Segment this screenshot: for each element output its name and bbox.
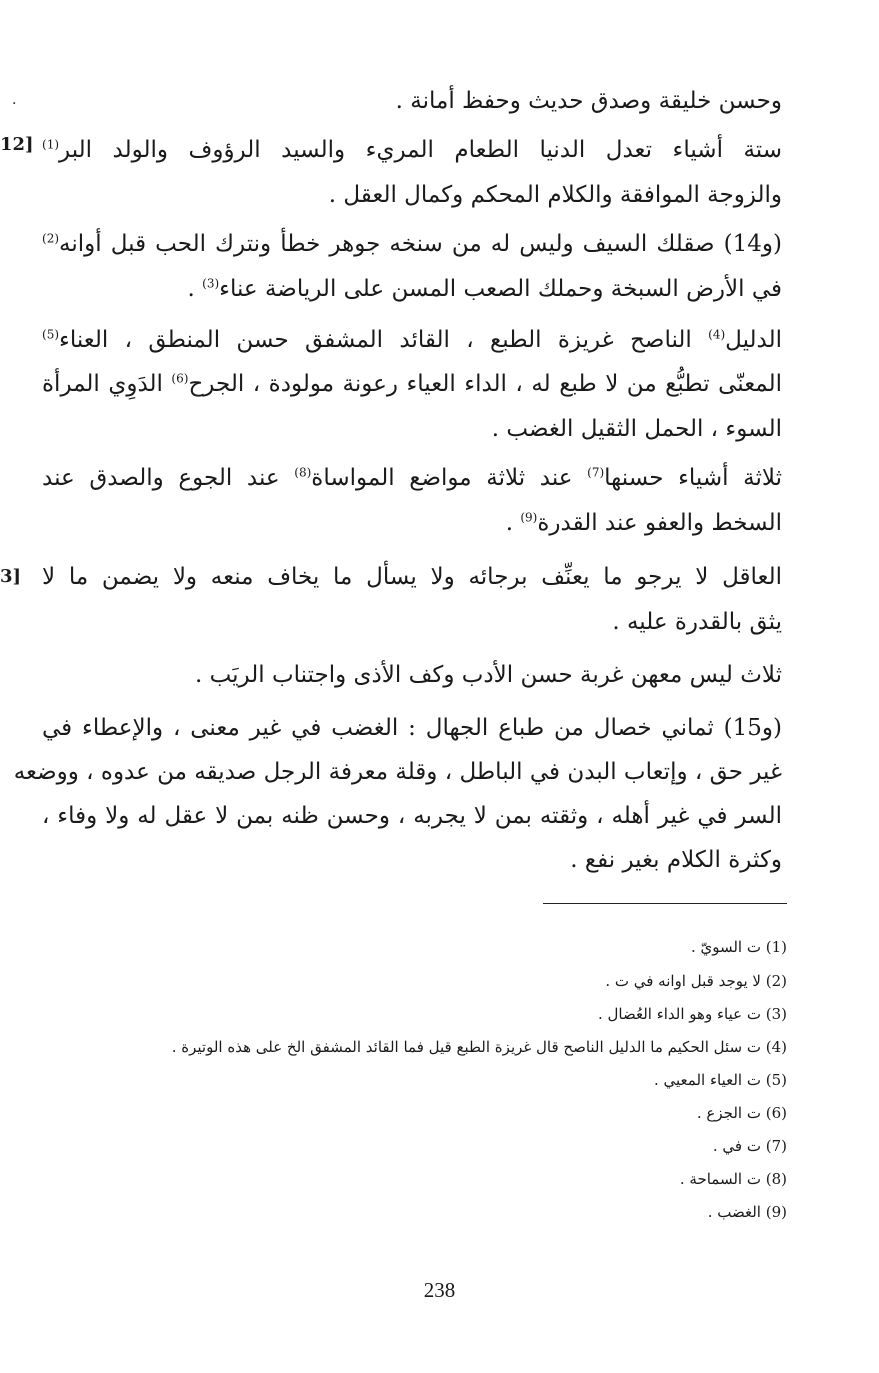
- footnote: (5) ت العياء المعيي .: [653, 1071, 787, 1089]
- text-line: العاقل لا يرجو ما يعنِّف برجائه ولا يسأل ما يخاف منعه ولا يضمن ما لا: [42, 564, 782, 590]
- text-line: المعنّى تطبُّع من لا طبع له ، الداء العياء رعونة مولودة ، الجرح$^{(6)}$ الدَوِي المرأة: [42, 371, 782, 397]
- footnote-ref: (5): [42, 327, 60, 342]
- text-line: غير حق ، وإتعاب البدن في الباطل ، وقلة معرفة الرجل صديقه من عدوه ، ووضعه: [13, 759, 782, 785]
- text-line: (و14) صقلك السيف وليس له من سنخه جوهر خطأ ونترك الحب قبل أوانه$^{(2)}$: [42, 231, 782, 257]
- footnote: (1) ت السويّ .: [690, 938, 787, 956]
- footnote: (2) لا يوجد قبل اوانه في ت .: [605, 972, 787, 990]
- footnote: (6) ت الجزع .: [696, 1104, 787, 1122]
- margin-dot: .: [12, 92, 17, 108]
- footnote-ref: (3): [202, 276, 220, 291]
- text-line: السوء ، الحمل الثقيل الغضب .: [491, 416, 782, 442]
- text-line: ستة أشياء تعدل الدنيا الطعام المريء والسيد الرؤوف والولد البر$^{(1)}$: [42, 137, 782, 163]
- text-line: السر في غير أهله ، وثقته بمن لا يجربه ، وحسن ظنه بمن لا عقل له ولا وفاء ،: [42, 803, 782, 829]
- text-line: ثلاث ليس معهن غربة حسن الأدب وكف الأذى واجتناب الريَب .: [194, 662, 782, 688]
- footnote-divider: [543, 903, 787, 904]
- footnote-ref: (4): [708, 327, 726, 342]
- footnote-ref: (7): [587, 465, 605, 480]
- footnote: (9) الغضب .: [707, 1203, 787, 1221]
- margin-section-mark: 12]: [0, 134, 34, 155]
- footnote-ref: (2): [42, 231, 60, 246]
- text-line: السخط والعفو عند القدرة$^{(9)}$ .: [505, 510, 782, 536]
- margin-section-mark: 3]: [0, 566, 22, 587]
- footnote: (3) ت عياء وهو الداء العُضال .: [597, 1005, 787, 1023]
- footnote: (8) ت السماحة .: [679, 1170, 787, 1188]
- footnote: (7) ت في .: [712, 1137, 787, 1155]
- footnote-ref: (1): [42, 137, 60, 152]
- footnote-ref: (6): [171, 371, 189, 386]
- footnote: (4) ت سئل الحكيم ما الدليل الناصح قال غريزة الطبع قيل فما القائد المشفق الخ على هذه الوتيرة .: [171, 1038, 787, 1056]
- text-line: وحسن خليقة وصدق حديث وحفظ أمانة .: [395, 88, 782, 114]
- text-line: والزوجة الموافقة والكلام المحكم وكمال العقل .: [328, 182, 782, 208]
- footnote-ref: (9): [520, 510, 538, 525]
- text-line: (و15) ثماني خصال من طباع الجهال : الغضب في غير معنى ، والإعطاء في: [42, 715, 782, 741]
- text-line: ثلاثة أشياء حسنها$^{(7)}$ عند ثلاثة مواضع المواساة$^{(8)}$ عند الجوع والصدق عند: [42, 465, 783, 491]
- text-line: يثق بالقدرة عليه .: [612, 609, 782, 635]
- text-line: الدليل$^{(4)}$ الناصح غريزة الطبع ، القائد المشفق حسن المنطق ، العناء$^{(5)}$: [42, 327, 782, 353]
- text-line: في الأرض السبخة وحملك الصعب المسن على الرياضة عناء$^{(3)}$ .: [187, 276, 782, 302]
- text-line: وكثرة الكلام بغير نفع .: [570, 847, 782, 873]
- footnote-ref: (8): [294, 465, 312, 480]
- page-number: 238: [423, 1278, 456, 1302]
